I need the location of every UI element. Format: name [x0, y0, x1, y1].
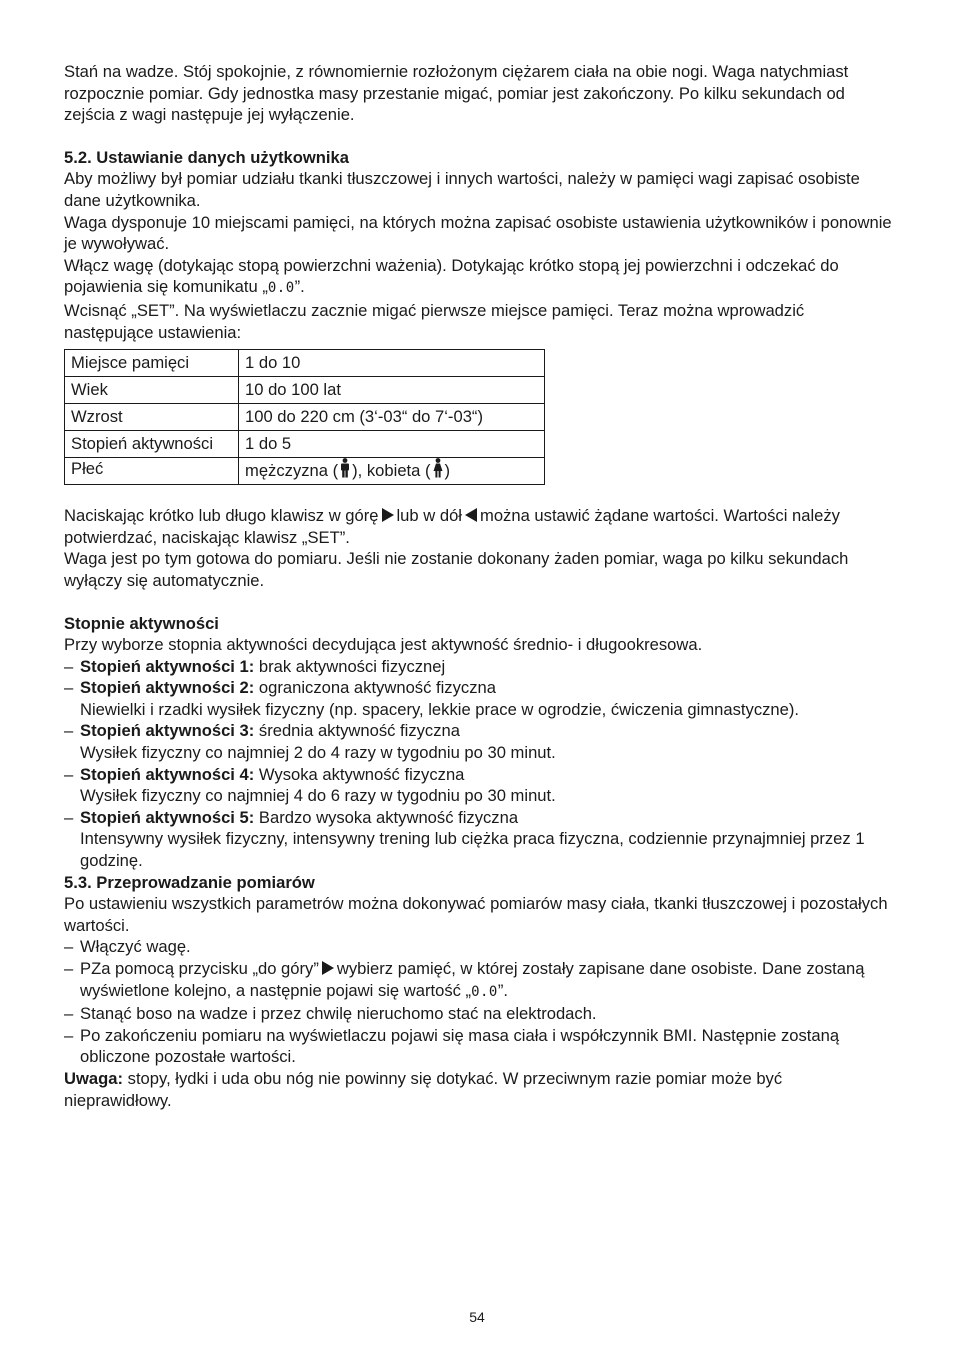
list-item: – PZa pomocą przycisku „do góry” wybierz pamięć, w której zostały zapisane dane osobiste. Dane zostaną wyświetlone kolejno, a następnie pojawi się wartość „0.0”.	[64, 958, 894, 1003]
up-arrow-icon	[382, 508, 394, 522]
paragraph-measure-intro: Po ustawieniu wszystkich parametrów można dokonywać pomiarów masy ciała, tkanki tłuszczowej i pozostałych wartości.	[64, 894, 888, 935]
note-label: Uwaga:	[64, 1068, 124, 1088]
paragraph-fat-measurement: Aby możliwy był pomiar udziału tkanki tłuszczowej i innych wartości, należy w pamięci wagi zapisać osobiste dane użytkownika.	[64, 169, 860, 210]
table-cell-value: mężczyzna ( ), kobieta ( )	[239, 458, 545, 485]
table-row	[65, 431, 545, 458]
note-paragraph: Uwaga: stopy, łydki i uda obu nóg nie powinny się dotykać. W przeciwnym razie pomiar może być nieprawidłowy.	[64, 1068, 783, 1110]
table-cell-value: 1 do 10	[239, 350, 545, 377]
display-readout: 0.0	[471, 983, 498, 1000]
document-page	[64, 61, 894, 1111]
display-readout: 0.0	[267, 280, 295, 297]
list-item: – Stopień aktywności 3: średnia aktywność fizyczna Wysiłek fizyczny co najmniej 2 do 4 razy w tygodniu po 30 minut.	[64, 720, 894, 763]
page-number: 54	[469, 1309, 485, 1325]
paragraph-auto-off: Waga jest po tym gotowa do pomiaru. Jeśli nie zostanie dokonany żaden pomiar, waga po kilku sekundach wyłączy się automatycznie.	[64, 549, 849, 590]
table-row	[65, 350, 545, 377]
table-cell-value: 10 do 100 lat	[239, 377, 545, 404]
table-row	[65, 404, 545, 431]
female-icon	[433, 458, 443, 484]
list-item: – Po zakończeniu pomiaru na wyświetlaczu pojawi się masa ciała i współczynnik BMI. Następnie zostaną obliczone pozostałe wartości.	[64, 1025, 894, 1068]
settings-table	[64, 349, 545, 485]
table-cell-value: 100 do 220 cm (3‘-03“ do 7‘-03“)	[239, 404, 545, 431]
activity-levels-list	[64, 656, 894, 872]
up-arrow-icon	[322, 961, 334, 975]
list-item: – Stanąć boso na wadze i przez chwilę nieruchomo stać na elektrodach.	[64, 1003, 894, 1025]
list-item: – Stopień aktywności 1: brak aktywności fizycznej	[64, 656, 894, 678]
section-heading-5-3: 5.3. Przeprowadzanie pomiarów	[64, 872, 315, 892]
measurement-steps-list	[64, 936, 894, 1068]
table-row	[65, 377, 545, 404]
table-cell-value: 1 do 5	[239, 431, 545, 458]
table-cell-label: Płeć	[65, 458, 239, 485]
list-item: – Stopień aktywności 5: Bardzo wysoka aktywność fizyczna Intensywny wysiłek fizyczny, intensywny trening lub ciężka praca fizyczna, codziennie przynajmniej przez 1 godzinę.	[64, 807, 894, 872]
paragraph-keys: Naciskając krótko lub długo klawisz w górę lub w dół można ustawić żądane wartości. Wartości należy potwierdzać, naciskając klawisz „SET”.	[64, 506, 840, 547]
table-cell-label: Stopień aktywności	[65, 431, 239, 458]
paragraph-switch-on: Włącz wagę (dotykając stopą powierzchni ważenia). Dotykając krótko stopą jej powierzchni i odczekać do pojawienia się komunikatu „0.0”.	[64, 255, 839, 297]
list-item: – Stopień aktywności 4: Wysoka aktywność fizyczna Wysiłek fizyczny co najmniej 4 do 6 razy w tygodniu po 30 minut.	[64, 764, 894, 807]
table-row-gender	[65, 458, 545, 485]
section-heading-5-2: 5.2. Ustawianie danych użytkownika	[64, 147, 349, 167]
paragraph-press-set: Wcisnąć „SET”. Na wyświetlaczu zacznie migać pierwsze miejsce pamięci. Teraz można wprowadzić następujące ustawienia:	[64, 300, 805, 342]
paragraph-activity-intro: Przy wyborze stopnia aktywności decydująca jest aktywność średnio- i długookresowa.	[64, 635, 703, 655]
list-item: – Stopień aktywności 2: ograniczona aktywność fizyczna Niewielki i rzadki wysiłek fizyczny (np. spacery, lekkie prace w ogrodzie, ćwiczenia gimnastyczne).	[64, 677, 894, 720]
intro-paragraph: Stań na wadze. Stój spokojnie, z równomiernie rozłożonym ciężarem ciała na obie nogi. Waga natychmiast rozpocznie pomiar. Gdy jednostka masy przestanie migać, pomiar jest zakończony. Po kilku sekundach od zejścia z wagi następuje jej wyłączenie.	[64, 62, 849, 125]
table-cell-label: Miejsce pamięci	[65, 350, 239, 377]
table-cell-label: Wzrost	[65, 404, 239, 431]
down-arrow-icon	[465, 508, 477, 522]
paragraph-memory-slots: Waga dysponuje 10 miejscami pamięci, na których można zapisać osobiste ustawienia użytkowników i ponownie je wywoływać.	[64, 212, 892, 254]
table-cell-label: Wiek	[65, 377, 239, 404]
section-heading-activity: Stopnie aktywności	[64, 613, 219, 633]
male-icon	[340, 458, 350, 484]
list-item: – Włączyć wagę.	[64, 936, 894, 958]
